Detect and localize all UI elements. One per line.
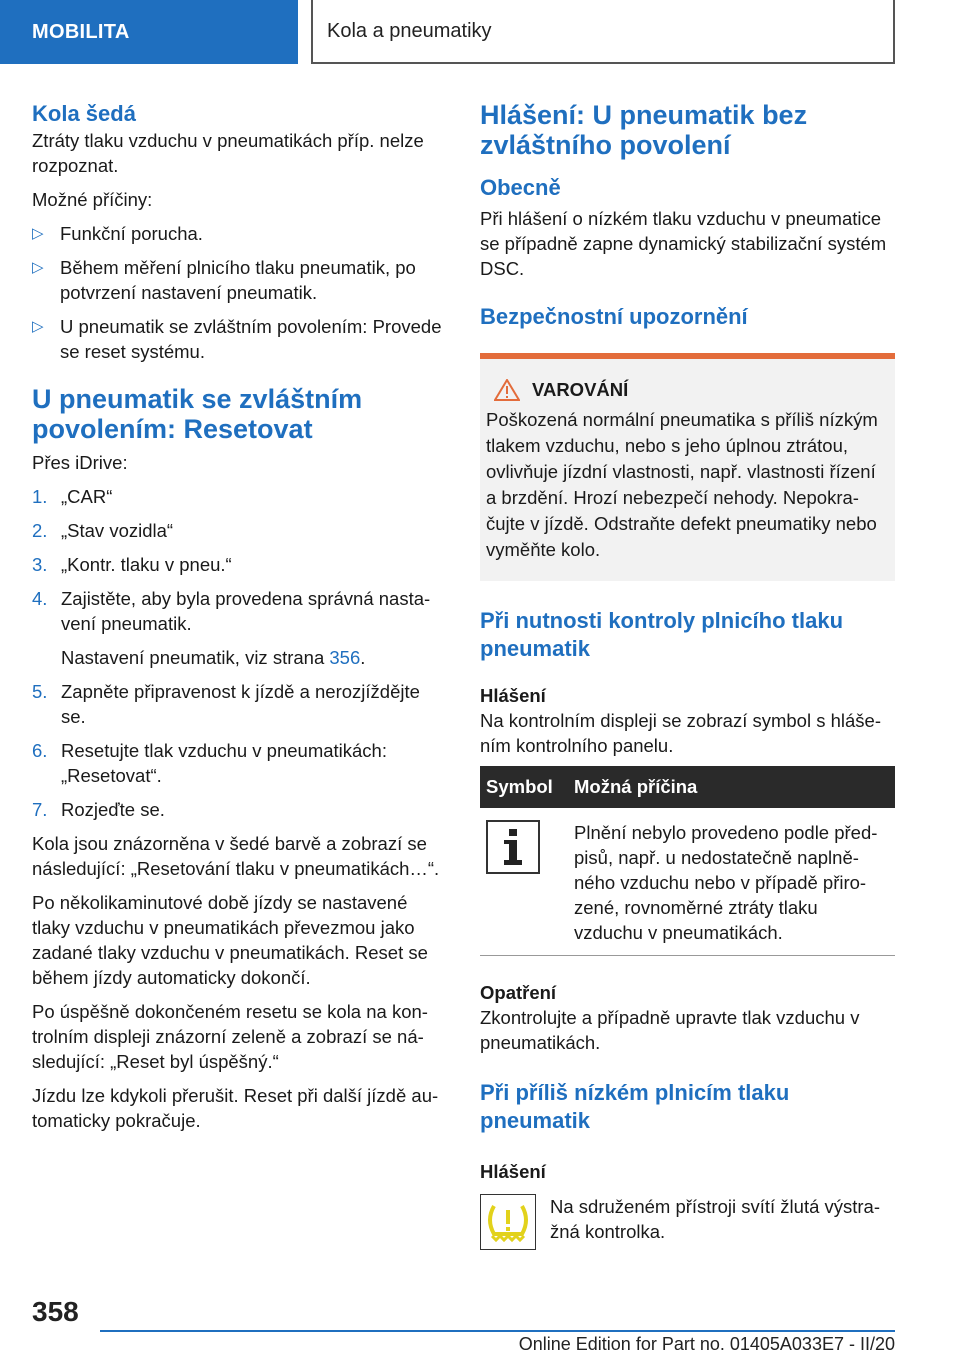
symbol-table (480, 766, 895, 956)
warning-title (494, 379, 885, 401)
step-text: Resetujte tlak vzduchu v pneumatikách: „Resetovat“. (61, 740, 387, 786)
list-item-text: Během měření plnicího tlaku pneumatik, po potvrzení nastavení pneumatik. (60, 257, 416, 303)
step-item (32, 586, 442, 670)
step-text: „CAR“ (61, 486, 113, 507)
lamp-row (480, 1194, 895, 1250)
step-note (61, 645, 442, 670)
chapter-header (311, 0, 895, 64)
warning-text: Poškozená normální pneumatika s příliš nízkým tlakem vzduchu, nebo s jeho úplnou ztrátou, ovlivňuje jízdní vlastnosti, např. vlastnosti řízení a brzdění. Hrozí nebezpečí nehody. Nepokračujte v jízdě. Odstraňte defekt pneumatiky nebo vyměňte kolo. (486, 409, 878, 560)
footer-edition: Online Edition for Part no. 01405A033E7 - II/20 (518, 1334, 895, 1354)
page-number: 358 (32, 1296, 79, 1327)
message-text: Na kontrolním displeji se zobrazí symbol s hlášením kontrolního panelu. (480, 710, 882, 756)
table-row (480, 808, 895, 956)
step-text: „Kontr. tlaku v pneu.“ (61, 554, 232, 575)
message-label: Hlášení (480, 685, 546, 706)
causes-list (32, 221, 442, 364)
step-text: Zajistěte, aby byla provedena správná nastavení pneumatik. (61, 588, 431, 634)
step-item (32, 738, 442, 788)
paragraph-grey: Ztráty tlaku vzduchu v pneumatikách příp. nelze rozpoznat. (32, 130, 424, 176)
info-icon (486, 820, 540, 874)
step-number: 4. (32, 588, 48, 609)
lamp-text: Na sdruženém přístroji svítí žlutá výstražná kontrolka. (550, 1196, 881, 1242)
triangle-bullet-icon: ▷ (32, 318, 44, 335)
action-text: Zkontrolujte a případně upravte tlak vzduchu v pneumatikách. (480, 1007, 860, 1053)
step-number: 1. (32, 486, 48, 507)
tyre-pressure-warning-icon (480, 1194, 536, 1250)
paragraph-2: Po několikaminutové době jízdy se nastavené tlaky vzduchu v pneumatikách převezmou jako zadané tlaky vzduchu v pneumatikách. Reset se během jízdy automaticky dokončí. (32, 892, 428, 988)
section-tab (0, 0, 298, 64)
heading-wheels-grey: Kola šedá (32, 101, 136, 126)
paragraph-1: Kola jsou znázorněna v šedé barvě a zobrazí se následující: „Resetování tlaku v pneumatikách…“. (32, 833, 440, 879)
page-link-356[interactable]: 356 (329, 647, 361, 668)
footer-divider (100, 1330, 895, 1332)
steps-list (32, 484, 442, 822)
warning-triangle-icon (494, 379, 520, 401)
paragraph-3: Po úspěšně dokončeném resetu se kola na kontrolním displeji znázorní zeleně a zobrazí se následující: „Reset byl úspěšný.“ (32, 1001, 428, 1072)
chapter-title: Kola a pneumatiky (327, 19, 492, 42)
message-label-2: Hlášení (480, 1161, 546, 1182)
step-item (32, 797, 442, 822)
action-label: Opatření (480, 982, 557, 1003)
step-item (32, 679, 442, 729)
heading-general: Obecně (480, 175, 561, 200)
heading-message: Hlášení: U pneumatik bez zvláštního povolení (480, 100, 808, 160)
heading-check-pressure: Při nutnosti kontroly plnicího tlaku pneumatik (480, 608, 844, 661)
step-note-end: . (360, 647, 366, 668)
step-text: Zapněte připravenost k jízdě a nerozjíždějte se. (61, 681, 420, 727)
triangle-bullet-icon: ▷ (32, 225, 44, 242)
left-column (32, 100, 442, 1142)
list-item-text: U pneumatik se zvláštním povolením: Provede se reset systému. (60, 316, 442, 362)
step-text: „Stav vozidla“ (61, 520, 174, 541)
table-cell-cause: Plnění nebylo provedeno podle předpisů, např. u nedostatečně naplněného vzduchu nebo v případě přirozené, rovnoměrné ztráty tlaku vzduchu v pneumatikách. (568, 808, 895, 956)
step-number: 3. (32, 554, 48, 575)
step-number: 2. (32, 520, 48, 541)
paragraph-general: Při hlášení o nízkém tlaku vzduchu v pneumatice se případně zapne dynamický stabilizační systém DSC. (480, 208, 887, 279)
via-idrive: Přes iDrive: (32, 452, 128, 473)
triangle-bullet-icon: ▷ (32, 259, 44, 276)
step-note-text: Nastavení pneumatik, viz strana (61, 647, 330, 668)
causes-label: Možné příčiny: (32, 189, 153, 210)
paragraph-4: Jízdu lze kdykoli přerušit. Reset při další jízdě automaticky pokračuje. (32, 1085, 439, 1131)
step-item (32, 518, 442, 543)
warning-label: VAROVÁNÍ (532, 379, 629, 400)
step-number: 7. (32, 799, 48, 820)
right-column (480, 100, 895, 1250)
table-header-cause: Možná příčina (568, 766, 895, 808)
step-number: 5. (32, 681, 48, 702)
list-item (32, 255, 442, 305)
list-item (32, 314, 442, 364)
heading-low-pressure: Při příliš nízkém plnicím tlaku pneumatik (480, 1080, 790, 1133)
heading-reset: U pneumatik se zvláštním povolením: Resetovat (32, 384, 363, 444)
step-text: Rozjeďte se. (61, 799, 165, 820)
warning-box (480, 353, 895, 581)
section-title: MOBILITA (32, 20, 130, 43)
step-item (32, 552, 442, 577)
heading-safety: Bezpečnostní upozornění (480, 304, 748, 329)
step-number: 6. (32, 740, 48, 761)
step-item (32, 484, 442, 509)
list-item (32, 221, 442, 246)
list-item-text: Funkční porucha. (60, 223, 203, 244)
table-cell-symbol (480, 808, 568, 956)
table-header-symbol: Symbol (480, 766, 568, 808)
